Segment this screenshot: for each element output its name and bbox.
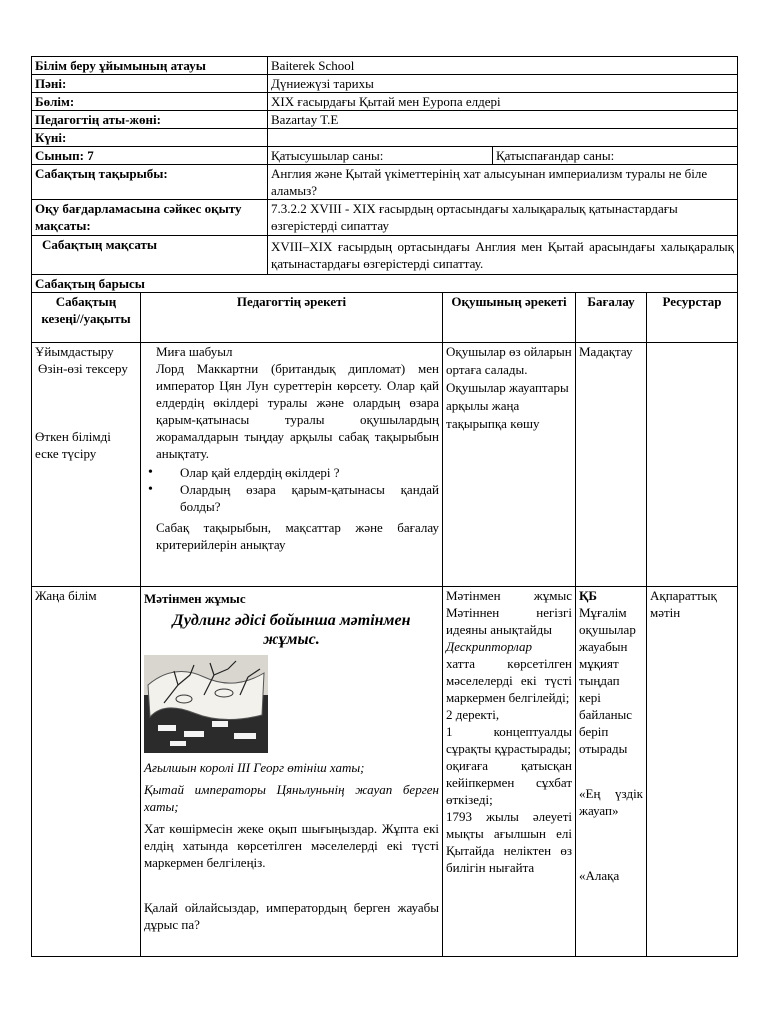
column-header-assessment: Бағалау	[576, 293, 647, 343]
brainstorm-title: Миға шабуыл	[156, 344, 233, 359]
objective-value: 7.3.2.2 XVIII - XIX ғасырдың ортасындағы халықаралық қатынастардағы өзгерістерді сипаттау	[268, 200, 738, 236]
goal-label: Сабақтың мақсаты	[32, 236, 268, 275]
present-label: Қатысушылар саны:	[268, 147, 493, 165]
section-label: Бөлім:	[32, 93, 268, 111]
info-table	[31, 56, 738, 275]
letter-george: Ағылшын королі III Георг өтініш хаты;	[144, 760, 365, 775]
subject-label: Пәні:	[32, 75, 268, 93]
column-header-stage: Сабақтың кезеңі//уақыты	[32, 293, 141, 343]
resource-cell	[647, 343, 738, 587]
teacher-activity-text: Лорд Маккартни (британдық дипломат) мен император Цян Лун суреттерін көрсету. Олар қай елдердің өкілдері туралы және олардың өзара қарым-қатынасы туралы оқушылардың жорамалдарын тыңдау арқылы сабақ тақырыбын анықтату.	[156, 361, 439, 461]
doodling-title: Дудлинг әдісі бойынша мәтінмен жұмыс.	[172, 612, 411, 648]
list-item: • Олар қай елдердің өкілдері ?	[144, 464, 439, 481]
date-label: Күні:	[32, 129, 268, 147]
doodle-photo-icon	[144, 655, 268, 753]
descriptor-item: оқиғаға қатысқан кейіпкермен сұхбат өткізеді;	[446, 758, 572, 807]
teacher-cell	[141, 343, 443, 587]
absent-label: Қатыспағандар саны:	[493, 147, 738, 165]
stage-cell	[32, 343, 141, 587]
stage-cell: Жаңа білім	[32, 587, 141, 957]
class-label: Сынып: 7	[32, 147, 268, 165]
question-list	[144, 464, 439, 515]
teacher-question-text: Қалай ойлайсыздар, императордың берген жауабы дұрыс па?	[144, 900, 439, 932]
student-cell	[443, 343, 576, 587]
stage-self-check: Өзін-өзі тексеру	[38, 361, 128, 376]
student-cell	[443, 587, 576, 957]
assessment-cell	[576, 587, 647, 957]
teacher-label: Педагогтің аты-жөні:	[32, 111, 268, 129]
objective-label: Оқу бағдарламасына сәйкес оқыту мақсаты:	[32, 200, 268, 236]
descriptor-item: хатта көрсетілген мәселелерді екі түсті маркермен белгілейді;	[446, 656, 572, 705]
descriptors-label: Дескрипторлар	[446, 639, 532, 654]
lesson-plan-document	[31, 56, 737, 957]
text-work-heading: Мәтінмен жұмыс	[144, 591, 246, 606]
descriptor-item: 1793 жылы әлеуеті мықты ағылшын елі Қытайда неліктен өз билігін нығайта	[446, 809, 572, 875]
stage-recall: Өткен білімді еске түсіру	[35, 429, 111, 461]
teacher-cell	[141, 587, 443, 957]
list-item: • Олардың өзара қарым-қатынасы қандай болды?	[144, 481, 439, 515]
topic-label: Сабақтың тақырыбы:	[32, 165, 268, 200]
student-text-work: Мәтінмен жұмыс Мәтіннен негізгі идеяны анықтайды	[446, 588, 572, 637]
org-label: Білім беру ұйымының атауы	[32, 57, 268, 75]
goal-value: XVIII–XIX ғасырдың ортасындағы Англия мен Қытай арасындағы халықаралық қатынастардағы өзгерістерді сипаттау.	[268, 236, 738, 275]
assessment-text: Мұғалім оқушылар жауабын мұқият тыңдап кері байланыс беріп отырады	[579, 605, 636, 756]
column-header-resources: Ресурстар	[647, 293, 738, 343]
lesson-title: Сабақтың барысы	[32, 275, 738, 293]
date-value	[268, 129, 738, 147]
table-row	[32, 343, 738, 587]
teacher-goal-text: Сабақ тақырыбын, мақсаттар және бағалау критерийлерін анықтау	[156, 520, 439, 552]
stage-organization: Ұйымдастыру	[35, 344, 114, 359]
table-row	[32, 587, 738, 957]
subject-value: Дүниежүзі тарихы	[268, 75, 738, 93]
assessment-cell: Мадақтау	[576, 343, 647, 587]
student-activity-1: Оқушылар өз ойларын ортаға салады.	[446, 344, 572, 377]
resource-cell: Ақпараттық мәтін	[647, 587, 738, 957]
student-activity-2: Оқушылар жауаптары арқылы жаңа тақырыпқа көшу	[446, 380, 569, 431]
palm-text: «Алақа	[579, 868, 620, 883]
org-value: Baiterek School	[268, 57, 738, 75]
letter-emperor: Қытай императоры Цяньлуньнің жауап берген хаты;	[144, 782, 439, 814]
descriptor-item: 1 концептуалды сұрақты құрастырады;	[446, 724, 572, 756]
descriptor-item: 2 деректі,	[446, 707, 500, 722]
section-value: XIX ғасырдағы Қытай мен Еуропа елдері	[268, 93, 738, 111]
topic-value: Англия және Қытай үкіметтерінің хат алысуынан империализм туралы не біле аламыз?	[268, 165, 738, 200]
best-answer-text: «Ең үздік жауап»	[579, 786, 643, 818]
column-header-teacher: Педагогтің әрекеті	[141, 293, 443, 343]
teacher-value: Bazartay T.E	[268, 111, 738, 129]
lesson-table	[31, 275, 738, 957]
teacher-task-text: Хат көшірмесін жеке оқып шығыңыздар. Жұпта екі елдің хатында көрсетілген мәселелерді екі түсті маркермен белгілеңіз.	[144, 821, 439, 870]
formative-label: ҚБ	[579, 588, 598, 603]
column-header-student: Оқушының әрекеті	[443, 293, 576, 343]
